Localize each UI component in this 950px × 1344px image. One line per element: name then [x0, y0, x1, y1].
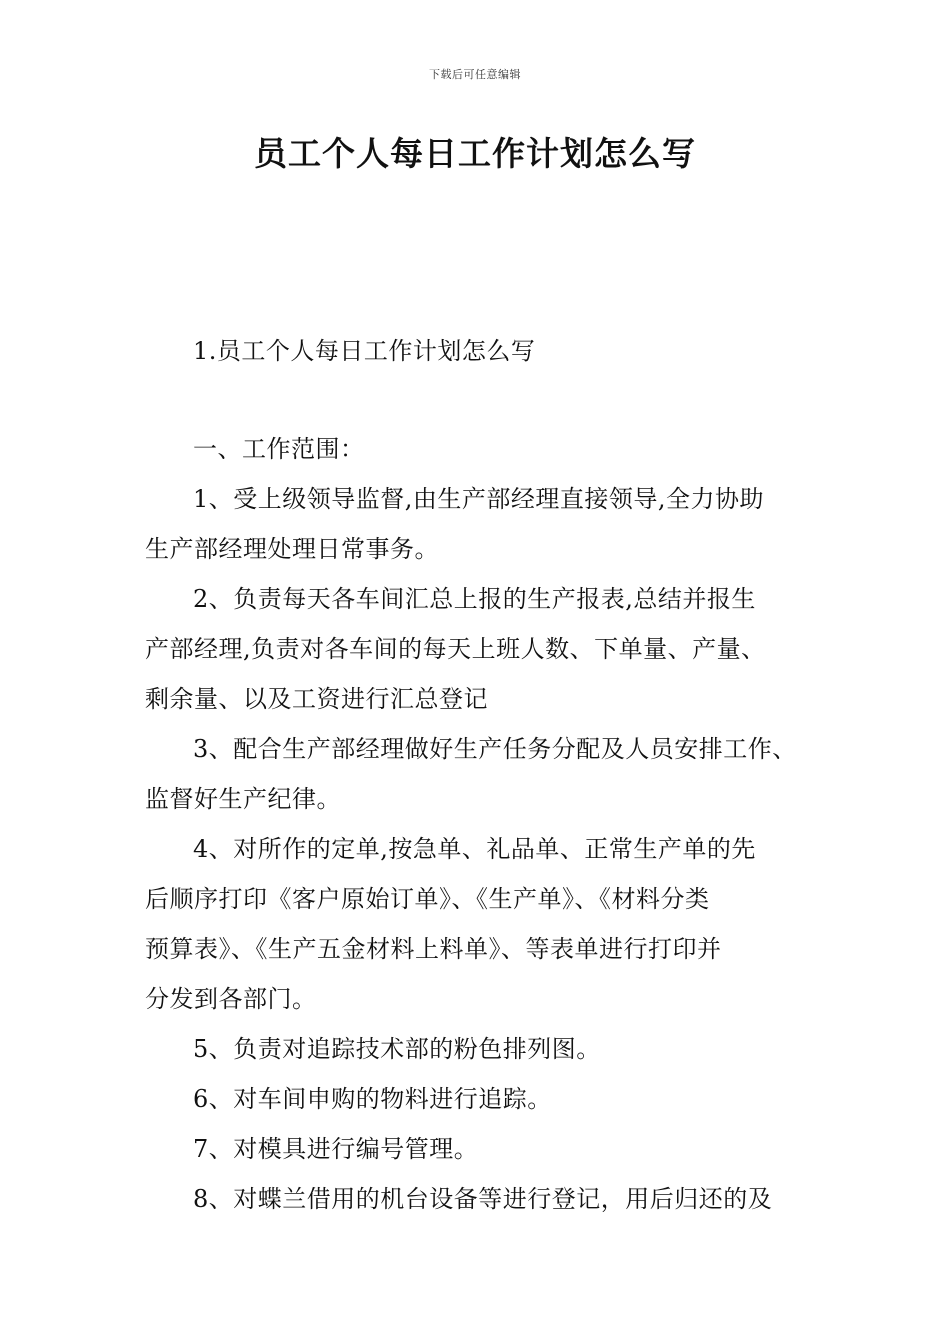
- list-item-line: 5、负责对追踪技术部的粉色排列图。: [193, 1035, 601, 1063]
- work-scope-list: [145, 474, 825, 1224]
- sub-heading-block: [145, 326, 825, 376]
- list-item: [145, 1024, 825, 1074]
- list-item-line: 1、受上级领导监督,由生产部经理直接领导,全力协助: [193, 485, 765, 513]
- header-note: 下载后可任意编辑: [429, 68, 521, 81]
- list-item: [145, 474, 825, 574]
- list-item-line: 生产部经理处理日常事务。: [145, 535, 439, 563]
- list-item-line: 产部经理,负责对各车间的每天上班人数、下单量、产量、: [145, 635, 766, 663]
- list-item-line: 剩余量、以及工资进行汇总登记: [145, 685, 488, 713]
- list-item: [145, 1074, 825, 1124]
- list-item-line: 2、负责每天各车间汇总上报的生产报表,总结并报生: [193, 585, 756, 613]
- sub-heading: 1.员工个人每日工作计划怎么写: [193, 337, 536, 365]
- list-item-line: 8、对蝶兰借用的机台设备等进行登记，用后归还的及: [193, 1185, 773, 1213]
- list-item-line: 监督好生产纪律。: [145, 785, 341, 813]
- list-item-line: 7、对模具进行编号管理。: [193, 1135, 479, 1163]
- list-item: [145, 1124, 825, 1174]
- list-item-line: 预算表》、《生产五金材料上料单》、等表单进行打印并: [145, 935, 722, 963]
- list-item-line: 分发到各部门。: [145, 985, 317, 1013]
- document-title: 员工个人每日工作计划怎么写: [254, 134, 696, 173]
- list-item-line: 4、对所作的定单,按急单、礼品单、正常生产单的先: [193, 835, 756, 863]
- list-item-line: 6、对车间申购的物料进行追踪。: [193, 1085, 552, 1113]
- list-item-line: 3、配合生产部经理做好生产任务分配及人员安排工作、: [193, 735, 797, 763]
- list-item: [145, 574, 825, 724]
- list-item: [145, 724, 825, 824]
- section-heading: 一、工作范围：: [193, 435, 365, 463]
- list-item-line: 后顺序打印《客户原始订单》、《生产单》、《材料分类: [145, 885, 710, 913]
- list-item: [145, 1174, 825, 1224]
- section-heading-block: [145, 424, 825, 474]
- list-item: [145, 824, 825, 1024]
